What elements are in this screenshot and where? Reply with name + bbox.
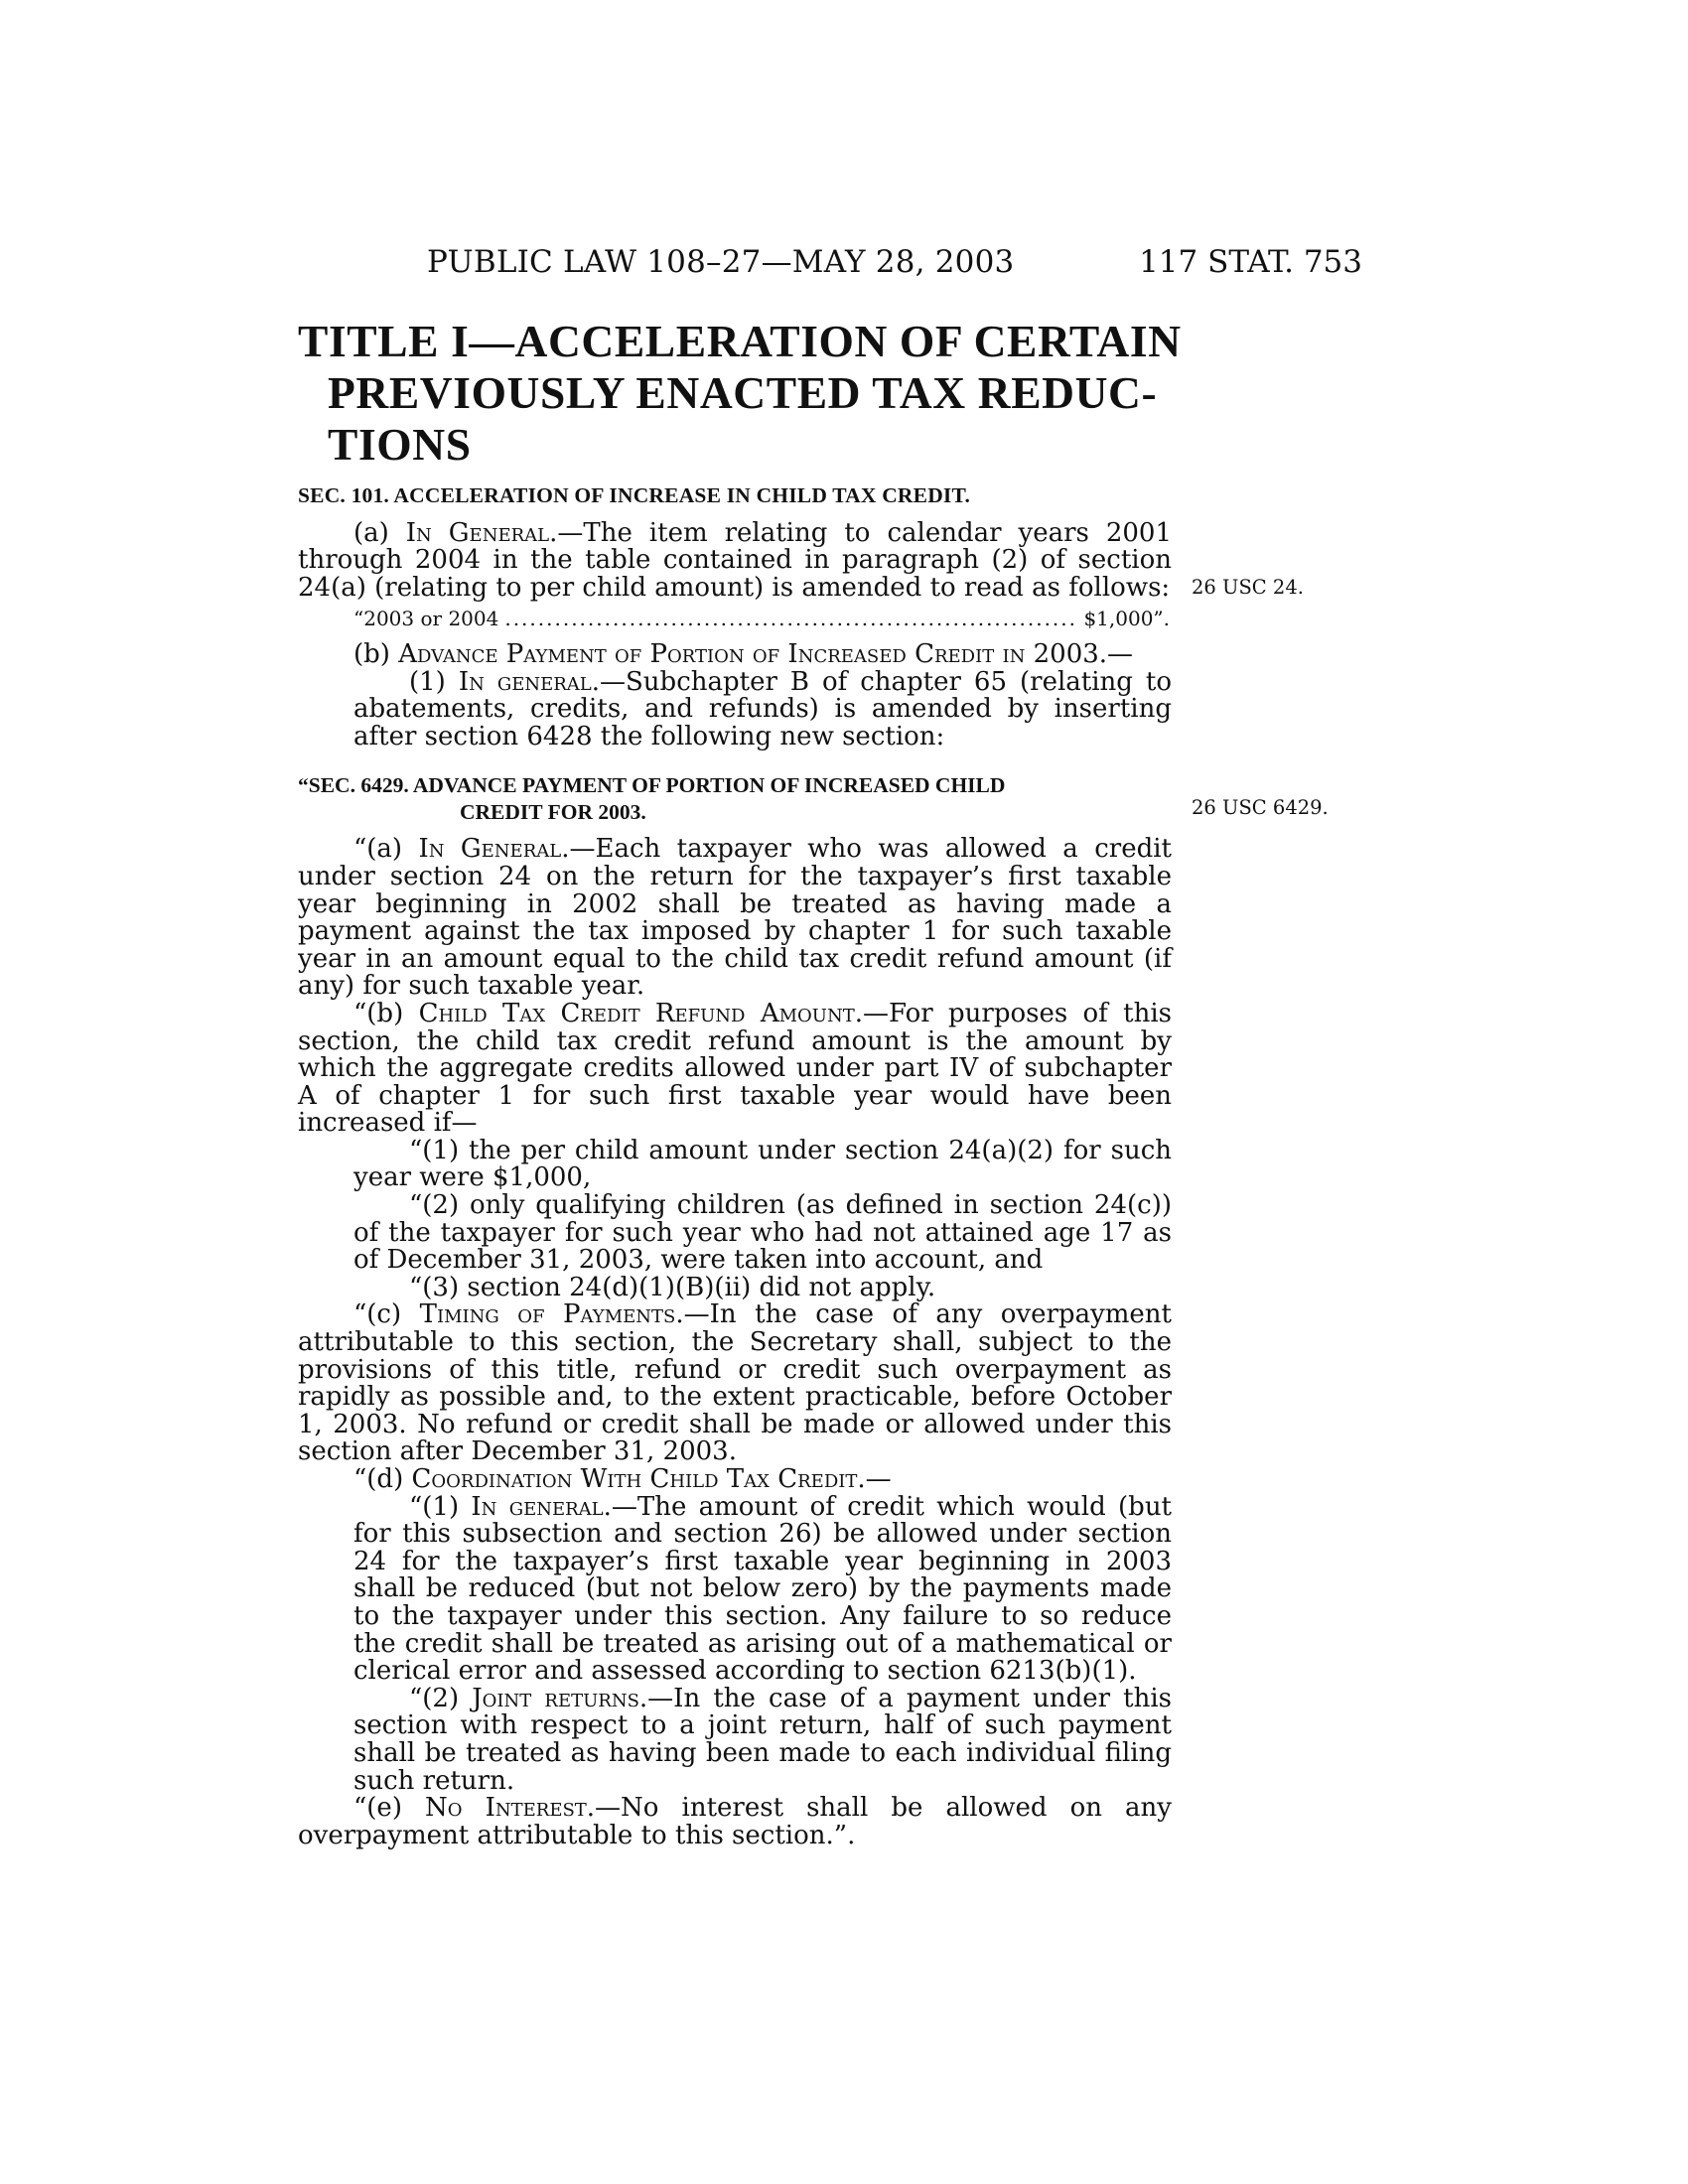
subsection-text: .— <box>857 1464 892 1494</box>
subsection-text: .—For purposes of this section, the child tax credit refund amount is the amount by which the aggregate credits allowed under part IV of subchapter A of chapter 1 for such first taxable year would have been increased if— <box>298 998 1172 1139</box>
subsection-text: .—The item relating to calendar years 2001 through 2004 in the table contained in paragraph (2) of section 24(a) (relating to per child amount) is amended to read as follows: <box>298 517 1172 603</box>
title-heading <box>298 316 1182 471</box>
paragraph-6429-b-1: “(1) the per child amount under section 24(a)(2) for such year were $1,000, <box>353 1135 1172 1193</box>
table-year-cell: “2003 or 2004 <box>353 607 499 631</box>
subsection-label: (b) <box>353 638 399 669</box>
subsection-text: .—No interest shall be allowed on any overpayment attributable to this section.”. <box>298 1793 1172 1850</box>
subsection-6429-d <box>298 1466 1172 1494</box>
margin-note-26-usc-6429: 26 USC 6429. <box>1192 796 1329 819</box>
paragraph-text: .—The amount of credit which would (but for this subsection and section 26) be allowed under section 24 for the taxpayer’s first taxable year beginning in 2003 shall be reduced (but not below zero) by the payments made to the taxpayer under this section. Any failure to so reduce the credit shall be treated as arising out of a mathematical or clerical error and assessed according to section 6213(b)(1). <box>353 1491 1173 1687</box>
table-amount-cell: $1,000”. <box>1083 607 1170 631</box>
statute-page-number: 117 STAT. 753 <box>1139 244 1362 280</box>
paragraph-label: “(1) <box>409 1491 472 1522</box>
subsection-6429-a <box>298 836 1172 1001</box>
paragraph-101-b-1 <box>298 666 1173 751</box>
subsection-caption: Advance Payment of Portion of Increased Credit in <box>398 638 1026 669</box>
paragraph-caption: In general <box>471 1491 604 1522</box>
title-line-1: TITLE I—ACCELERATION OF CERTAIN <box>298 316 1182 366</box>
subsection-caption: No Interest <box>425 1793 587 1824</box>
subsection-label: “(e) <box>353 1793 426 1824</box>
paragraph-6429-d-2 <box>298 1683 1173 1796</box>
paragraph-6429-b-3: “(3) section 24(d)(1)(B)(ii) did not apply. <box>409 1272 936 1302</box>
subsection-label: “(a) <box>353 834 419 865</box>
subsection-6429-b <box>298 998 1172 1139</box>
subsection-label: (a) <box>353 517 406 548</box>
subsection-text: .—In the case of any overpayment attributable to this section, the Secretary shall, subject to the provisions of this title, refund or credit such overpayment as rapidly as possible and, to the extent practicable, before October 1, 2003. No refund or credit shall be made or allowed under this section after December 31, 2003. <box>298 1299 1173 1467</box>
section-6429-heading-line-2: CREDIT FOR 2003. <box>460 800 646 825</box>
section-101-heading: SEC. 101. ACCELERATION OF INCREASE IN CHILD TAX CREDIT. <box>298 483 971 507</box>
page-header <box>298 244 1362 284</box>
margin-note-26-usc-24: 26 USC 24. <box>1192 576 1304 599</box>
subsection-caption: In General <box>405 517 550 548</box>
paragraph-label: (1) <box>409 666 459 697</box>
subsection-caption: Child Tax Credit Refund Amount <box>418 998 855 1028</box>
subsection-caption: Timing of Payments <box>419 1299 676 1330</box>
paragraph-text: .—In the case of a payment under this section with respect to a joint return, half of such payment shall be treated as having been made to each individual filing such return. <box>353 1683 1173 1796</box>
subsection-6429-e <box>298 1795 1172 1849</box>
paragraph-6429-b-2: “(2) only qualifying children (as defined in section 24(c)) of the taxpayer for such year who had not attained age 17 as of December 31, 2003, were taken into account, and <box>353 1190 1172 1276</box>
paragraph-label: “(2) <box>409 1683 473 1713</box>
subsection-101-b <box>298 638 1172 669</box>
subsection-label: “(c) <box>353 1299 420 1330</box>
subsection-text: .—Each taxpayer who was allowed a credit under section 24 on the return for the taxpayer’s first taxable year beginning in 2002 shall be treated as having made a payment against the tax imposed by chapter 1 for such taxable year in an amount equal to the child tax credit refund amount (if any) for such taxable year. <box>298 834 1172 1002</box>
section-6429-heading-line-1: “SEC. 6429. ADVANCE PAYMENT OF PORTION OF INCREASED CHILD <box>298 773 1006 798</box>
paragraph-text: .—Subchapter B of chapter 65 (relating to abatements, credits, and refunds) is amended by inserting after section 6428 the following new section: <box>353 666 1173 751</box>
subsection-label: “(d) <box>353 1464 412 1494</box>
table-leader-dots <box>504 606 1077 633</box>
paragraph-caption: In general <box>458 666 592 697</box>
subsection-label: “(b) <box>353 998 419 1028</box>
subsection-101-a <box>298 517 1172 603</box>
running-head: PUBLIC LAW 108–27—MAY 28, 2003 <box>427 244 1015 280</box>
amount-table-row <box>353 606 1170 633</box>
paragraph-6429-d-1 <box>298 1491 1173 1687</box>
subsection-caption: Coordination With Child Tax Credit <box>411 1464 858 1494</box>
subsection-text: 2003.— <box>1025 638 1134 669</box>
subsection-6429-c <box>298 1301 1172 1466</box>
section-6429-heading <box>298 772 1172 826</box>
subsection-caption: In General <box>418 834 562 865</box>
paragraph-caption: Joint returns <box>472 1683 639 1713</box>
title-line-2: PREVIOUSLY ENACTED TAX REDUC- <box>328 367 1158 418</box>
title-line-3: TIONS <box>328 419 472 470</box>
document-body <box>298 482 1172 1849</box>
